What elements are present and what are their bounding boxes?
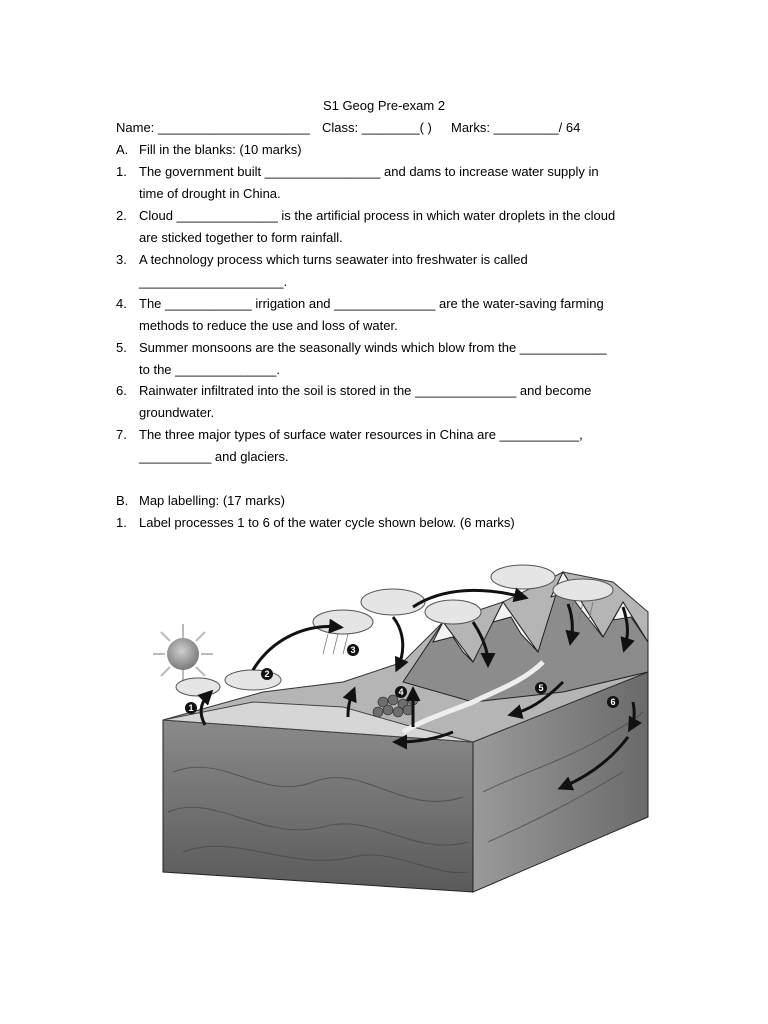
question-text: are sticked together to form rainfall. — [139, 230, 343, 245]
marker-3 — [347, 644, 359, 656]
question-text: Summer monsoons are the seasonally winds which blow from the ____________ — [139, 340, 607, 355]
water-cycle-diagram — [143, 542, 663, 904]
marker-6 — [607, 696, 619, 708]
section-b-label: B. — [116, 493, 129, 508]
marker-2 — [261, 668, 273, 680]
marks-field: Marks: _________/ 64 — [451, 120, 581, 135]
section-b-title: Map labelling: (17 marks) — [139, 493, 285, 508]
arrow-advection — [253, 627, 338, 670]
question-text: Cloud ______________ is the artificial process in which water droplets in the cloud — [139, 208, 616, 223]
svg-text:4: 4 — [398, 687, 404, 697]
question-number: 7. — [116, 427, 127, 442]
question-text: A technology process which turns seawater into freshwater is called — [139, 252, 528, 267]
marker-4 — [395, 686, 407, 698]
section-a-title: Fill in the blanks: (10 marks) — [139, 142, 302, 157]
question-number: 5. — [116, 340, 127, 355]
svg-text:5: 5 — [538, 683, 544, 693]
question-text: to the ______________. — [139, 362, 280, 377]
question-number: 1. — [116, 164, 127, 179]
arrow-precipitation — [393, 617, 403, 667]
question-number: 4. — [116, 296, 127, 311]
question-number: 6. — [116, 383, 127, 398]
question-text: ____________________. — [139, 274, 288, 289]
question-text: Rainwater infiltrated into the soil is stored in the ______________ and become — [139, 383, 592, 398]
question-text: The ____________ irrigation and ______________ are the water-saving farming — [139, 296, 604, 311]
page-title: S1 Geog Pre-exam 2 — [322, 98, 446, 113]
question-text: The government built ________________ and dams to increase water supply in — [139, 164, 599, 179]
question-text: __________ and glaciers. — [139, 449, 289, 464]
question-number: 1. — [116, 515, 127, 530]
question-number: 3. — [116, 252, 127, 267]
name-field: Name: _____________________ — [116, 120, 310, 135]
class-field: Class: ________( ) — [322, 120, 432, 135]
question-text: methods to reduce the use and loss of water. — [139, 318, 398, 333]
question-text: Label processes 1 to 6 of the water cycle shown below. (6 marks) — [139, 515, 515, 530]
sun-icon — [153, 624, 213, 682]
marker-1 — [185, 702, 197, 714]
question-text: time of drought in China. — [139, 186, 281, 201]
svg-text:6: 6 — [610, 697, 616, 707]
marker-5 — [535, 682, 547, 694]
section-a-label: A. — [116, 142, 129, 157]
svg-text:2: 2 — [264, 669, 270, 679]
svg-text:3: 3 — [350, 645, 356, 655]
svg-text:1: 1 — [188, 703, 194, 713]
question-number: 2. — [116, 208, 127, 223]
question-text: groundwater. — [139, 405, 215, 420]
question-text: The three major types of surface water resources in China are ___________, — [139, 427, 583, 442]
